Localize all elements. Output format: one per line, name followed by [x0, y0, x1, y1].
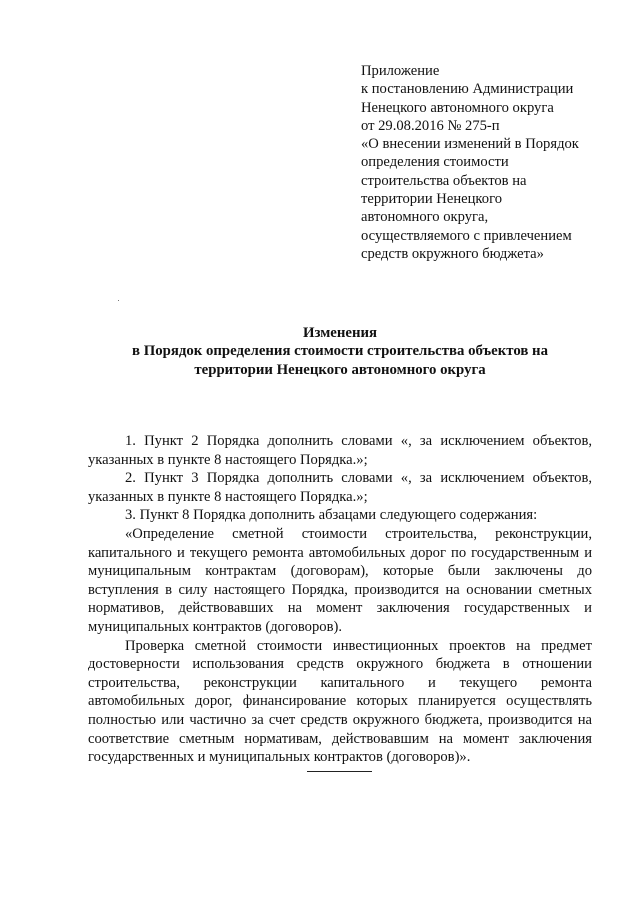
appendix-line: автономного округа,: [361, 209, 489, 226]
appendix-line: от 29.08.2016 № 275-п: [361, 117, 500, 134]
appendix-line: определения стоимости: [361, 154, 509, 171]
document-title: [88, 324, 592, 379]
appendix-line: осуществляемого с привлечением: [361, 227, 572, 244]
appendix-line: Ненецкого автономного округа: [361, 99, 554, 116]
scan-speck: [118, 300, 119, 301]
amendment-item-3: 3. Пункт 8 Порядка дополнить абзацами следующего содержания:: [125, 507, 538, 524]
title-line: Изменения: [302, 325, 378, 341]
amendment-item-1: 1. Пункт 2 Порядка дополнить словами «, за исключением объектов, указанных в пункте 8 настоящего Порядка.»;: [88, 433, 592, 468]
appendix-line: «О внесении изменений в Порядок: [361, 136, 579, 153]
amendment-item-2: 2. Пункт 3 Порядка дополнить словами «, за исключением объектов, указанных в пункте 8 настоящего Порядка.»;: [88, 470, 592, 505]
appendix-line: Приложение: [361, 63, 440, 79]
appendix-line: средств окружного бюджета»: [361, 245, 544, 262]
quoted-paragraph: «Определение сметной стоимости строительства, реконструкции, капитального и текущего ремонта автомобильных дорог по государственным и муниципальным контрактам (договорам), которые были заключены до вступления в силу настоящего Порядка, производится на основании сметных нормативов, действовавших на момент заключения государственных и муниципальных контрактов (договоров).: [88, 525, 592, 635]
appendix-block: [361, 62, 623, 263]
end-divider: [307, 771, 372, 772]
document-body: [88, 432, 592, 767]
title-line: в Порядок определения стоимости строительства объектов на: [132, 343, 548, 360]
appendix-line: к постановлению Администрации: [361, 81, 574, 98]
title-line: территории Ненецкого автономного округа: [194, 361, 486, 378]
appendix-line: строительства объектов на: [361, 172, 527, 189]
appendix-line: территории Ненецкого: [361, 191, 502, 208]
quoted-paragraph: Проверка сметной стоимости инвестиционных проектов на предмет достоверности использования средств окружного бюджета в отношении строительства, реконструкции капитального и текущего ремонта автомобильных дорог, финансирование которых планируется осуществлять полностью или частично за счет средств окружного бюджета, производится на соответствие сметным нормативам, действовавшим на момент заключения государственных и муниципальных контрактов (договоров)».: [88, 637, 592, 766]
